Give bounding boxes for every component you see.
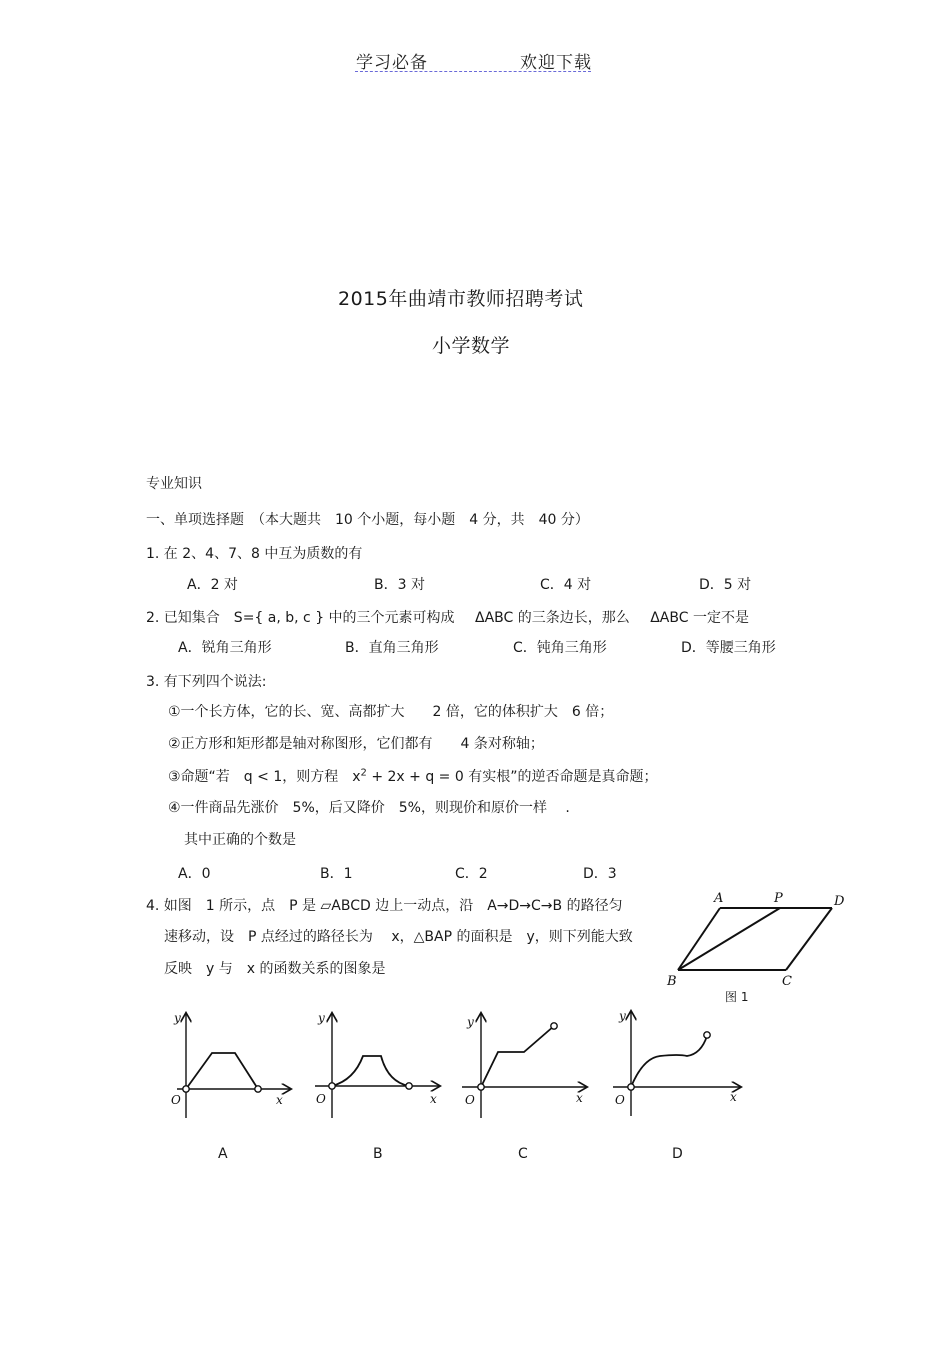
graph-c-x-label: x [576,1091,583,1105]
q3-option-c: C．2 [455,866,488,882]
q1-option-b: B．3 对 [374,577,425,593]
header-right: 欢迎下载 [520,53,592,73]
graph-option-a [165,1008,295,1123]
graph-a-y-label: y [174,1011,181,1025]
exam-title: 2015年曲靖市教师招聘考试 [338,288,584,310]
q3-exponent: 2 [360,767,367,779]
q4-stem-line-1: 4. 如图 1 所示，点 P 是 ▱ABCD 边上一动点，沿 A→D→C→B 的路径匀 [146,898,623,914]
graph-label-c: C [518,1146,528,1162]
q3-statement-3 [168,766,657,786]
q3-statement-1: ①一个长方体，它的长、宽、高都扩大 2 倍，它的体积扩大 6 倍； [168,704,614,720]
header-divider [355,71,591,72]
point-label-p: P [774,891,783,906]
part-heading: 一、单项选择题 （本大题共 10 个小题，每小题 4 分，共 40 分） [146,512,589,528]
graph-option-b [309,1008,444,1123]
graph-d-origin-label: O [615,1093,625,1107]
graph-c-origin-label: O [465,1093,475,1107]
graph-label-b: B [373,1146,383,1162]
figure-1-caption: 图 1 [725,990,749,1004]
q1-option-d: D．5 对 [699,577,752,593]
q1-option-a: A．2 对 [187,577,238,593]
point-label-a: A [714,891,724,906]
q3-option-d: D．3 [583,866,617,882]
graph-label-d: D [672,1146,683,1162]
graph-b-y-label: y [318,1011,325,1025]
q3-statement-4: ④一件商品先涨价 5%，后又降价 5%，则现价和原价一样 . [168,800,570,816]
q3-ask: 其中正确的个数是 [184,832,296,848]
q3-option-b: B．1 [320,866,353,882]
q4-stem-line-3: 反映 y 与 x 的函数关系的图象是 [164,961,386,977]
graph-d-x-label: x [730,1090,737,1104]
graph-a-x-label: x [276,1093,283,1107]
q2-stem-part-b: ABC 的三条边长，那么 [484,610,630,626]
q1-stem: 1. 在 2、4、7、8 中互为质数的有 [146,546,363,562]
q2-option-d: D．等腰三角形 [681,640,776,656]
section-label: 专业知识 [146,476,202,492]
q4-stem-line-2: 速移动，设 P 点经过的路径长为 x，△BAP 的面积是 y，则下列能大致 [164,929,633,945]
q3-option-a: A．0 [178,866,211,882]
q3-statement-3-part-b: + 2x + q = 0 有实根”的逆否命题是真命题； [371,769,658,785]
graph-option-d [605,1006,745,1121]
q2-option-c: C．钝角三角形 [513,640,607,656]
graph-label-a: A [218,1146,228,1162]
q3-statement-2: ②正方形和矩形都是轴对称图形，它们都有 4 条对称轴； [168,736,544,752]
graph-d-y-label: y [619,1009,626,1023]
q2-triangle-symbol-1: Δ [475,610,485,626]
header-left: 学习必备 [356,53,428,73]
q2-option-a: A．锐角三角形 [178,640,272,656]
q2-triangle-symbol-2: Δ [650,610,660,626]
q3-stem: 3. 有下列四个说法: [146,674,267,690]
q2-stem-part-c: ABC 一定不是 [659,610,749,626]
graph-b-origin-label: O [316,1092,326,1106]
q2-stem-part-a: 2. 已知集合 S={ a, b, c } 中的三个元素可构成 [146,610,455,626]
point-label-d: D [834,894,845,909]
point-label-b: B [667,974,677,988]
q3-statement-3-part-a: ③命题“若 q < 1，则方程 x [168,769,361,785]
q1-option-c: C．4 对 [540,577,592,593]
q2-stem [146,607,749,627]
graph-option-c [456,1008,591,1123]
graph-a-origin-label: O [171,1093,181,1107]
exam-subtitle: 小学数学 [432,335,511,357]
graph-b-x-label: x [430,1092,437,1106]
figure-1-parallelogram [660,888,860,988]
q2-option-b: B．直角三角形 [345,640,439,656]
point-label-c: C [782,974,792,988]
graph-c-y-label: y [467,1015,474,1029]
